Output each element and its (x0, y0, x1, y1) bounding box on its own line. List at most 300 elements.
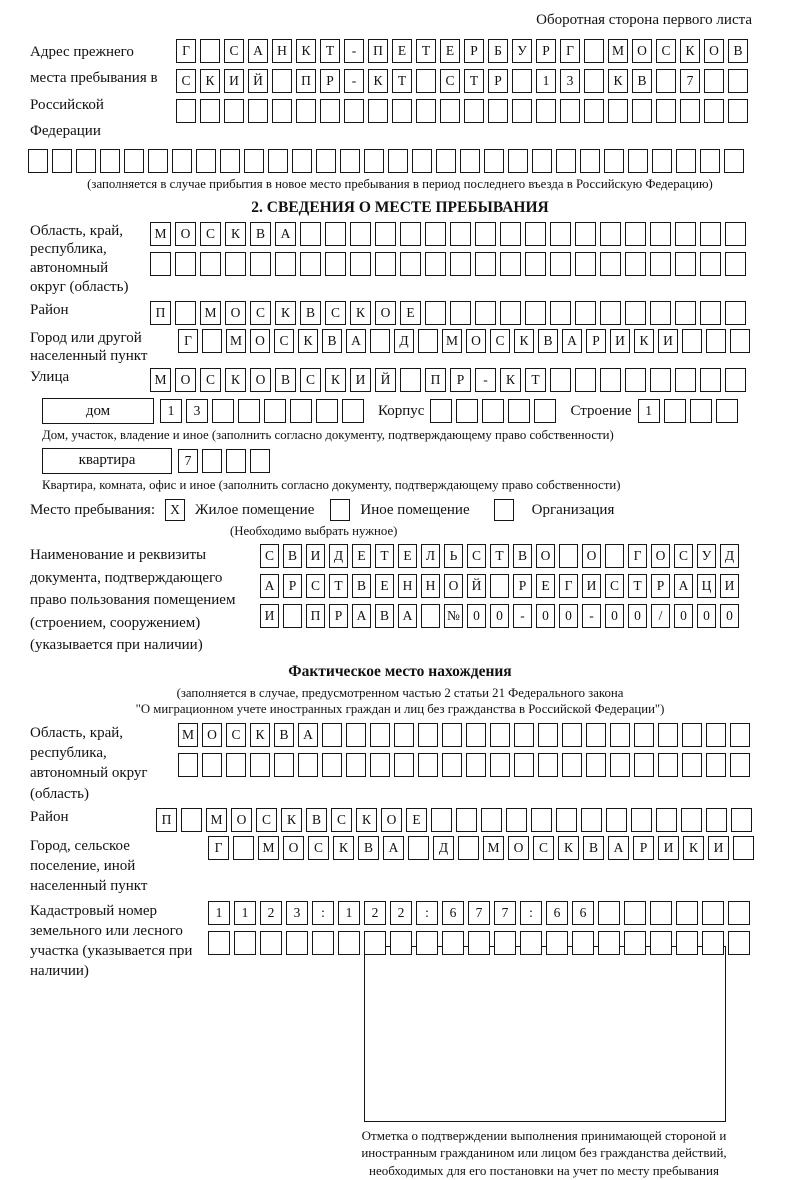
char-cell (408, 836, 429, 860)
char-cell: О (508, 836, 529, 860)
char-cell (700, 149, 720, 173)
char-cell: К (608, 69, 628, 93)
char-cell: Д (329, 544, 348, 568)
char-cell (340, 149, 360, 173)
char-cell: Г (560, 39, 580, 63)
char-cell: С (308, 836, 329, 860)
char-cell: К (356, 808, 377, 832)
char-cell (700, 301, 721, 325)
char-cell: 0 (467, 604, 486, 628)
char-cell: № (444, 604, 463, 628)
char-cell (600, 368, 621, 392)
ulitsa-grid (150, 368, 750, 392)
char-cell (425, 252, 446, 276)
char-cell (346, 753, 366, 777)
char-cell (704, 69, 724, 93)
char-cell: - (344, 39, 364, 63)
char-cell: А (562, 329, 582, 353)
char-cell (200, 39, 220, 63)
char-cell (442, 753, 462, 777)
char-cell (682, 723, 702, 747)
char-cell (418, 329, 438, 353)
char-cell (490, 753, 510, 777)
char-cell: П (296, 69, 316, 93)
char-cell (200, 99, 220, 123)
char-cell: А (298, 723, 318, 747)
char-cell: Е (406, 808, 427, 832)
char-cell (440, 99, 460, 123)
char-cell (625, 301, 646, 325)
char-cell: К (200, 69, 220, 93)
char-cell (394, 723, 414, 747)
char-cell (488, 99, 508, 123)
char-cell: : (312, 901, 334, 925)
char-cell (350, 252, 371, 276)
char-cell (370, 723, 390, 747)
char-cell (631, 808, 652, 832)
char-cell: О (231, 808, 252, 832)
char-cell (421, 604, 440, 628)
char-cell: Ц (697, 574, 716, 598)
char-cell (342, 399, 364, 423)
char-cell (625, 368, 646, 392)
char-cell (283, 604, 302, 628)
char-cell: Р (320, 69, 340, 93)
char-cell: - (513, 604, 532, 628)
char-cell: П (150, 301, 171, 325)
char-cell: В (306, 808, 327, 832)
char-cell: А (608, 836, 629, 860)
char-cell (181, 808, 202, 832)
char-cell (525, 252, 546, 276)
char-cell: Й (467, 574, 486, 598)
kadastr-label: Кадастровый номер земельного или лесного участка (указывается при наличии) (30, 902, 193, 980)
char-cell: В (274, 723, 294, 747)
char-cell (312, 931, 334, 955)
char-cell (394, 753, 414, 777)
char-cell (460, 149, 480, 173)
char-cell: К (683, 836, 704, 860)
ulitsa-label: Улица (30, 369, 70, 386)
char-cell (250, 753, 270, 777)
fact-gorod-label: Город, сельское поселение, иной населенный пункт (30, 837, 148, 895)
prev-address-grid-row-3 (176, 99, 752, 123)
char-cell: Ь (444, 544, 463, 568)
fact-oblast-label: Область, край, республика, автономный округ (область) (30, 724, 148, 802)
char-cell: В (300, 301, 321, 325)
char-cell (520, 931, 542, 955)
char-cell (700, 252, 721, 276)
char-cell (546, 931, 568, 955)
char-cell: 1 (638, 399, 660, 423)
gorod-grid (178, 329, 754, 353)
char-cell: 2 (390, 901, 412, 925)
char-cell (512, 99, 532, 123)
char-cell: Р (329, 604, 348, 628)
char-cell (584, 39, 604, 63)
char-cell: К (281, 808, 302, 832)
char-cell (238, 399, 260, 423)
char-cell: П (306, 604, 325, 628)
char-cell: А (674, 574, 693, 598)
char-cell: Б (488, 39, 508, 63)
stamp-caption: Отметка о подтверждении выполнения принимающей стороной и иностранным гражданином или лицом без гражданства действий, необходимых для его постановки на учет по месту пребывания (361, 1127, 727, 1178)
oblast-block (30, 222, 770, 297)
char-cell (225, 252, 246, 276)
char-cell: А (398, 604, 417, 628)
page-header: Оборотная сторона первого листа (536, 12, 752, 28)
char-cell (584, 99, 604, 123)
dom-box-label: дом (42, 398, 154, 424)
char-cell: 0 (720, 604, 739, 628)
char-cell (512, 69, 532, 93)
char-cell (702, 931, 724, 955)
char-cell: Е (352, 544, 371, 568)
char-cell: О (632, 39, 652, 63)
char-cell (196, 149, 216, 173)
char-cell: В (583, 836, 604, 860)
char-cell (316, 399, 338, 423)
char-cell: : (416, 901, 438, 925)
char-cell: С (224, 39, 244, 63)
char-cell (556, 808, 577, 832)
char-cell (325, 222, 346, 246)
char-cell (425, 222, 446, 246)
char-cell: 0 (605, 604, 624, 628)
prev-address-label: Адрес прежнего места пребывания в Российской Федерации (30, 44, 158, 139)
char-cell (625, 222, 646, 246)
char-cell (350, 222, 371, 246)
char-cell: В (375, 604, 394, 628)
prev-address-grid-row-4 (28, 149, 770, 173)
char-cell (532, 149, 552, 173)
char-cell: О (704, 39, 724, 63)
char-cell (610, 723, 630, 747)
char-cell (300, 222, 321, 246)
char-cell (600, 222, 621, 246)
rayon-block (30, 301, 770, 325)
char-cell (175, 252, 196, 276)
char-cell (682, 753, 702, 777)
char-cell (550, 222, 571, 246)
char-cell: К (500, 368, 521, 392)
char-cell (690, 399, 712, 423)
char-cell (344, 99, 364, 123)
checkbox-inoe (330, 499, 350, 521)
char-cell (208, 931, 230, 955)
char-cell: С (306, 574, 325, 598)
char-cell: О (250, 368, 271, 392)
char-cell: С (331, 808, 352, 832)
char-cell (475, 222, 496, 246)
char-cell (550, 252, 571, 276)
char-cell (706, 329, 726, 353)
char-cell: О (202, 723, 222, 747)
char-cell: 3 (560, 69, 580, 93)
char-cell (418, 723, 438, 747)
char-cell: 3 (186, 399, 208, 423)
char-cell (475, 252, 496, 276)
checkbox-org (494, 499, 514, 521)
char-cell: И (658, 329, 678, 353)
char-cell (604, 149, 624, 173)
char-cell (514, 753, 534, 777)
char-cell (559, 544, 578, 568)
char-cell (76, 149, 96, 173)
char-cell: Г (178, 329, 198, 353)
char-cell: 3 (286, 901, 308, 925)
char-cell (450, 252, 471, 276)
char-cell: - (344, 69, 364, 93)
char-cell: С (300, 368, 321, 392)
char-cell (442, 931, 464, 955)
char-cell (346, 723, 366, 747)
char-cell (562, 723, 582, 747)
char-cell (375, 222, 396, 246)
char-cell (731, 808, 752, 832)
char-cell (28, 149, 48, 173)
char-cell: В (632, 69, 652, 93)
char-cell (500, 301, 521, 325)
fact-note-1: (заполняется в случае, предусмотренном частью 2 статьи 21 Федерального закона (176, 685, 624, 700)
char-cell: К (275, 301, 296, 325)
char-cell: О (466, 329, 486, 353)
char-cell (538, 723, 558, 747)
char-cell: М (442, 329, 462, 353)
char-cell (392, 99, 412, 123)
char-cell (706, 723, 726, 747)
mesto-note: (Необходимо выбрать нужное) (230, 524, 398, 539)
char-cell (148, 149, 168, 173)
char-cell (481, 808, 502, 832)
prev-address-grid-row-1 (176, 39, 752, 63)
doc-grid-row-3 (260, 604, 743, 628)
char-cell (682, 329, 702, 353)
char-cell (322, 753, 342, 777)
char-cell (650, 368, 671, 392)
char-cell: А (383, 836, 404, 860)
char-cell (456, 808, 477, 832)
oblast-grid-row-1 (150, 222, 750, 246)
char-cell (675, 368, 696, 392)
char-cell: 2 (260, 901, 282, 925)
char-cell (704, 99, 724, 123)
char-cell: Т (525, 368, 546, 392)
option-inoe-label: Иное помещение (360, 501, 470, 518)
char-cell (706, 753, 726, 777)
char-cell (575, 252, 596, 276)
char-cell (624, 931, 646, 955)
char-cell (656, 69, 676, 93)
char-cell (606, 808, 627, 832)
char-cell: И (720, 574, 739, 598)
char-cell (490, 574, 509, 598)
char-cell (531, 808, 552, 832)
char-cell: К (514, 329, 534, 353)
char-cell (656, 808, 677, 832)
checkbox-zhiloe: X (165, 499, 185, 521)
char-cell (575, 301, 596, 325)
char-cell: И (306, 544, 325, 568)
char-cell (416, 69, 436, 93)
char-cell (260, 931, 282, 955)
char-cell: У (512, 39, 532, 63)
kvartira-grid (178, 449, 274, 473)
char-cell (536, 99, 556, 123)
char-cell: 0 (674, 604, 693, 628)
char-cell: В (513, 544, 532, 568)
char-cell: И (708, 836, 729, 860)
char-cell: К (250, 723, 270, 747)
oblast-label: Область, край, республика, автономный округ (область) (30, 222, 129, 295)
char-cell (400, 252, 421, 276)
char-cell: Г (176, 39, 196, 63)
char-cell: 0 (536, 604, 555, 628)
char-cell: Р (488, 69, 508, 93)
char-cell (728, 931, 750, 955)
char-cell (676, 149, 696, 173)
char-cell (250, 252, 271, 276)
char-cell (598, 901, 620, 925)
char-cell (650, 222, 671, 246)
char-cell (150, 252, 171, 276)
char-cell (572, 931, 594, 955)
char-cell: Г (628, 544, 647, 568)
char-cell (176, 99, 196, 123)
char-cell: С (200, 222, 221, 246)
fact-rayon-grid (156, 808, 756, 832)
oblast-grid-row-2 (150, 252, 750, 276)
char-cell (625, 252, 646, 276)
char-cell (562, 753, 582, 777)
char-cell (702, 901, 724, 925)
char-cell: О (651, 544, 670, 568)
char-cell: И (350, 368, 371, 392)
kvartira-row (30, 448, 770, 474)
char-cell: С (467, 544, 486, 568)
char-cell: Р (283, 574, 302, 598)
char-cell (450, 301, 471, 325)
char-cell: А (346, 329, 366, 353)
char-cell (248, 99, 268, 123)
char-cell: П (156, 808, 177, 832)
char-cell (658, 723, 678, 747)
char-cell (416, 99, 436, 123)
char-cell: В (322, 329, 342, 353)
char-cell: Д (433, 836, 454, 860)
char-cell: 1 (160, 399, 182, 423)
char-cell: М (226, 329, 246, 353)
char-cell: 1 (338, 901, 360, 925)
char-cell: Г (208, 836, 229, 860)
char-cell: К (296, 39, 316, 63)
char-cell: Р (651, 574, 670, 598)
char-cell (52, 149, 72, 173)
char-cell (464, 99, 484, 123)
char-cell: М (608, 39, 628, 63)
char-cell (700, 222, 721, 246)
char-cell (730, 329, 750, 353)
char-cell: И (582, 574, 601, 598)
char-cell: К (333, 836, 354, 860)
char-cell: А (248, 39, 268, 63)
char-cell: А (352, 604, 371, 628)
fact-rayon-label: Район (30, 808, 69, 825)
char-cell: О (582, 544, 601, 568)
char-cell (724, 149, 744, 173)
char-cell (700, 368, 721, 392)
char-cell (286, 931, 308, 955)
fact-oblast-block (30, 723, 770, 804)
char-cell: / (651, 604, 670, 628)
kvartira-box-label: квартира (42, 448, 172, 474)
char-cell (458, 836, 479, 860)
char-cell (634, 723, 654, 747)
char-cell (581, 808, 602, 832)
char-cell: В (275, 368, 296, 392)
char-cell: К (634, 329, 654, 353)
char-cell: О (250, 329, 270, 353)
char-cell (508, 149, 528, 173)
char-cell (730, 753, 750, 777)
char-cell (175, 301, 196, 325)
korpus-label: Корпус (378, 402, 425, 419)
char-cell (600, 301, 621, 325)
char-cell: В (728, 39, 748, 63)
char-cell: Н (272, 39, 292, 63)
char-cell: К (298, 329, 318, 353)
char-cell: М (258, 836, 279, 860)
char-cell: А (260, 574, 279, 598)
option-org-label: Организация (531, 501, 615, 518)
char-cell (664, 399, 686, 423)
char-cell: Т (375, 544, 394, 568)
doc-label: Наименование и реквизиты документа, подтверждающего право пользования помещением (строением, сооружением) (указывается при наличии) (30, 547, 236, 653)
char-cell (425, 301, 446, 325)
char-cell: К (368, 69, 388, 93)
char-cell: Е (375, 574, 394, 598)
char-cell: С (605, 574, 624, 598)
fact-gorod-block (30, 836, 770, 897)
char-cell (634, 753, 654, 777)
char-cell: С (260, 544, 279, 568)
char-cell (575, 368, 596, 392)
char-cell: 0 (559, 604, 578, 628)
char-cell (598, 931, 620, 955)
char-cell (650, 901, 672, 925)
char-cell: К (225, 368, 246, 392)
char-cell (610, 753, 630, 777)
char-cell (508, 399, 530, 423)
char-cell (650, 252, 671, 276)
char-cell (716, 399, 738, 423)
char-cell: 1 (536, 69, 556, 93)
char-cell (364, 931, 386, 955)
char-cell (650, 301, 671, 325)
char-cell: Р (450, 368, 471, 392)
char-cell (172, 149, 192, 173)
char-cell: И (658, 836, 679, 860)
char-cell: 1 (234, 901, 256, 925)
char-cell (730, 723, 750, 747)
char-cell: С (656, 39, 676, 63)
char-cell: С (274, 329, 294, 353)
char-cell (364, 149, 384, 173)
char-cell (244, 149, 264, 173)
korpus-grid (430, 399, 560, 423)
char-cell (706, 808, 727, 832)
char-cell: С (200, 368, 221, 392)
